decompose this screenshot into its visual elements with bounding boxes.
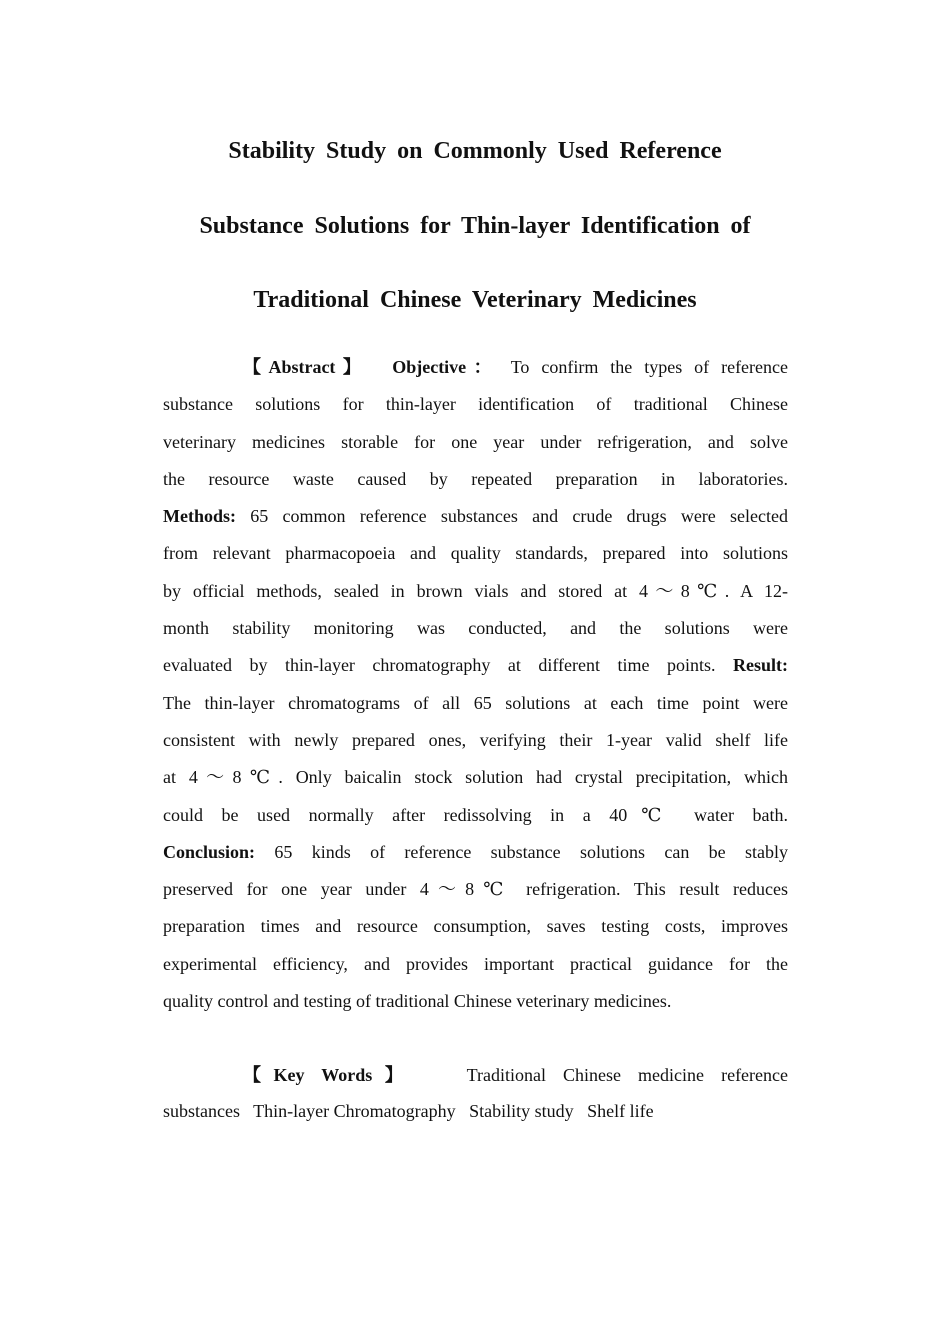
abstract-text: To confirm the types of reference <box>510 357 789 377</box>
abstract-line <box>163 349 788 386</box>
conclusion-label: Conclusion: <box>163 841 256 862</box>
abstract-text: 65 common reference substances and crude drugs were selected <box>250 506 788 527</box>
keywords-label: 【Key Words】 <box>243 1065 416 1085</box>
abstract-line <box>163 498 788 535</box>
abstract-line: month stability monitoring was conducted, and the solutions were <box>163 618 788 639</box>
keywords-line: substances Thin-layer Chromatography Stability study Shelf life <box>163 1101 654 1121</box>
abstract-text: evaluated by thin-layer chromatography at different time points. <box>163 655 716 676</box>
abstract-line: could be used normally after redissolving in a 40℃ water bath. <box>163 804 788 825</box>
abstract-line: The thin-layer chromatograms of all 65 solutions at each time point were <box>163 692 788 713</box>
methods-label: Methods: <box>163 506 236 527</box>
title-line: Stability Study on Commonly Used Reference <box>228 138 722 164</box>
result-label: Result: <box>733 655 788 676</box>
keywords-text: Traditional Chinese medicine reference <box>466 1065 789 1085</box>
abstract-line <box>163 834 788 871</box>
title-line: Substance Solutions for Thin-layer Identification of <box>199 212 751 239</box>
abstract-line: from relevant pharmacopoeia and quality standards, prepared into solutions <box>163 543 788 564</box>
paper-title <box>150 114 800 338</box>
abstract-line: veterinary medicines storable for one year under refrigeration, and solve <box>163 431 788 452</box>
keywords-section <box>163 1057 788 1129</box>
abstract-line: consistent with newly prepared ones, verifying their 1-year valid shelf life <box>163 729 788 750</box>
abstract-text: 65 kinds of reference substance solutions can be stably <box>274 841 788 862</box>
abstract-line: at 4～8℃. Only baicalin stock solution had crystal precipitation, which <box>163 767 788 788</box>
abstract-line: the resource waste caused by repeated preparation in laboratories. <box>163 468 788 489</box>
abstract-label: 【Abstract】 <box>243 357 369 377</box>
title-line: Traditional Chinese Veterinary Medicines <box>253 287 697 313</box>
abstract-line: by official methods, sealed in brown vials and stored at 4～8℃. A 12- <box>163 580 788 601</box>
abstract-section <box>163 349 788 1020</box>
abstract-line: substance solutions for thin-layer identification of traditional Chinese <box>163 394 788 415</box>
objective-label: Objective： <box>392 357 500 377</box>
abstract-line <box>163 647 788 684</box>
abstract-line: preserved for one year under 4～8℃ refrigeration. This result reduces <box>163 879 788 900</box>
abstract-line: experimental efficiency, and provides important practical guidance for the <box>163 953 788 974</box>
abstract-line: preparation times and resource consumption, saves testing costs, improves <box>163 916 788 937</box>
keywords-line <box>163 1057 788 1093</box>
abstract-line: quality control and testing of traditional Chinese veterinary medicines. <box>163 991 672 1012</box>
